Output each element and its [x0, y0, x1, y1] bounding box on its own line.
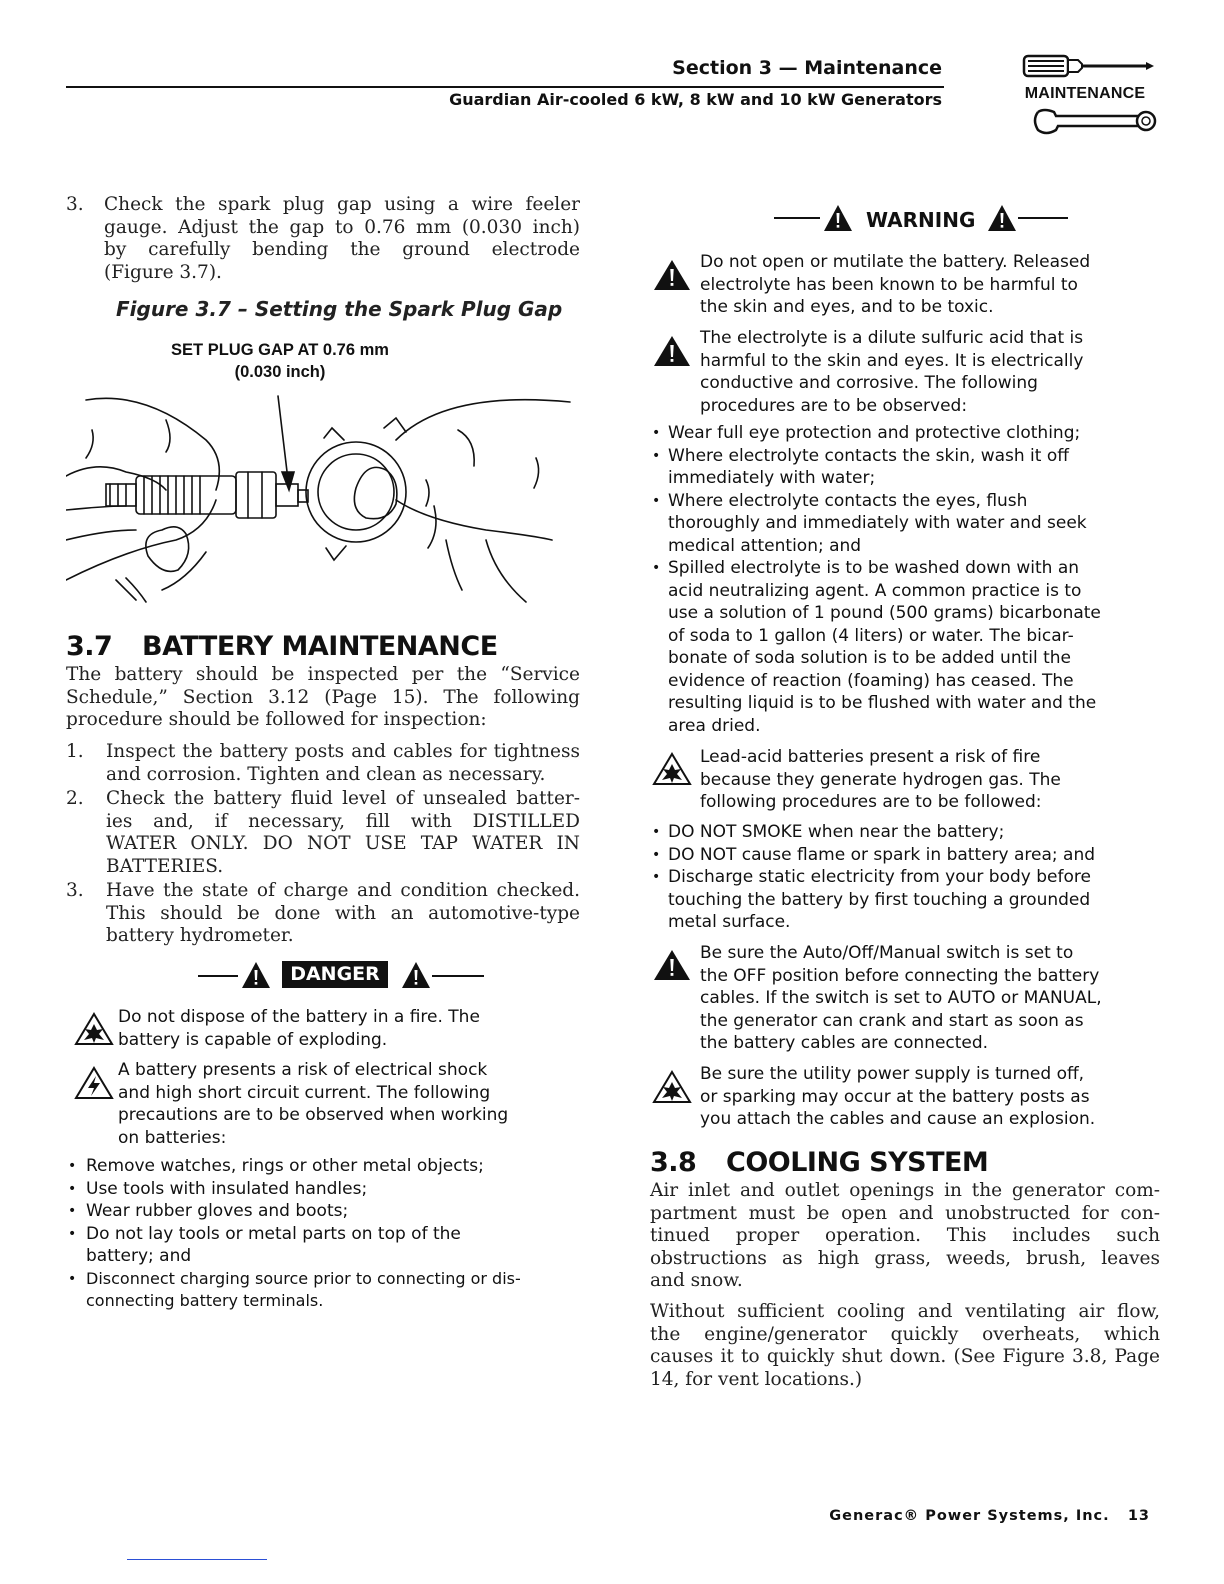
- text-line: A battery presents a risk of electrical shock: [118, 1060, 488, 1080]
- text-line: you attach the cables and cause an explosion.: [700, 1109, 1096, 1129]
- warning-label: WARNING: [866, 208, 976, 232]
- step-number: 1.: [66, 741, 84, 762]
- text-line: Discharge static electricity from your body before: [668, 867, 1091, 887]
- text-line: Use tools with insulated handles;: [86, 1178, 368, 1199]
- step-number: 3.: [66, 194, 84, 215]
- bullet-icon: •: [652, 846, 661, 863]
- text-line: Do not lay tools or metal parts on top of the: [86, 1223, 461, 1244]
- text-line: Where electrolyte contacts the eyes, flush: [668, 490, 1028, 511]
- text-line: Inspect the battery posts and cables for tightness: [106, 741, 580, 762]
- text-line: by carefully bending the ground electrode: [104, 239, 580, 260]
- explosion-hazard-icon: [74, 1012, 114, 1046]
- list-item: [650, 821, 1170, 844]
- list-item: [650, 866, 1170, 934]
- text-line: the battery cables are connected.: [700, 1033, 989, 1053]
- bullet-icon: •: [68, 1225, 77, 1242]
- text-line: connecting battery terminals.: [86, 1291, 324, 1310]
- text-line: ies and, if necessary, fill with DISTILLED: [106, 810, 580, 832]
- text-line: WATER ONLY. DO NOT USE TAP WATER IN: [106, 833, 580, 854]
- section-heading: Section 3 — Maintenance: [672, 57, 942, 79]
- bullet-icon: •: [652, 425, 661, 441]
- bullet-icon: •: [652, 560, 661, 576]
- text-line: or sparking may occur at the battery posts as: [700, 1086, 1090, 1107]
- list-item: [66, 1155, 584, 1178]
- text-line: battery is capable of exploding.: [118, 1029, 388, 1050]
- list-item: [650, 844, 1170, 867]
- text-line: touching the battery by first touching a grounded: [668, 889, 1091, 910]
- text-line: Disconnect charging source prior to connecting or dis-: [86, 1268, 521, 1288]
- text-line: Check the spark plug gap using a wire feeler: [104, 194, 580, 215]
- text-line: battery; and: [86, 1246, 192, 1266]
- step-number: 3.: [66, 880, 84, 901]
- text-line: BATTERIES.: [106, 855, 224, 877]
- section-title-cooling: [650, 1147, 988, 1178]
- text-line: Be sure the utility power supply is turned off,: [700, 1064, 1085, 1084]
- text-line: use a solution of 1 pound (500 grams) bicarbonate: [668, 603, 1101, 623]
- spark-plug-gap-illustration: [66, 380, 582, 610]
- danger-precautions-list: [66, 1155, 584, 1313]
- bullet-icon: •: [652, 869, 661, 885]
- text-line: immediately with water;: [668, 468, 876, 488]
- section-number: 3.7: [66, 631, 113, 662]
- text-line: Be sure the Auto/Off/Manual switch is set to: [700, 943, 1074, 963]
- text-line: Schedule,” Section 3.12 (Page 15). The following: [66, 686, 580, 708]
- text-line: and corrosion. Tighten and clean as necessary.: [106, 763, 546, 785]
- text-line: evidence of reaction (foaming) has ceased. The: [668, 670, 1074, 691]
- electric-shock-icon: [74, 1066, 114, 1100]
- warning-triangle-icon: [986, 203, 1018, 233]
- text-line: the engine/generator quickly overheats, which: [650, 1323, 1160, 1345]
- text-line: Have the state of charge and condition checked.: [106, 880, 580, 901]
- cooling-paragraph-1: [650, 1180, 1160, 1293]
- text-line: resulting liquid is to be flushed with water and the: [668, 693, 1097, 713]
- text-line: Remove watches, rings or other metal objects;: [86, 1156, 484, 1176]
- text-line: precautions are to be observed when working: [118, 1105, 509, 1125]
- text-line: Check the battery fluid level of unsealed batter-: [106, 788, 580, 809]
- text-line: of soda to 1 gallon (4 liters) or water. The bicar-: [668, 625, 1074, 646]
- text-line: DO NOT cause flame or spark in battery area; and: [668, 844, 1096, 865]
- section-number: 3.8: [650, 1147, 697, 1178]
- text-line: Without sufficient cooling and ventilating air flow,: [650, 1301, 1160, 1322]
- warning-triangle-icon: [400, 960, 432, 990]
- text-line: Do not open or mutilate the battery. Released: [700, 252, 1091, 272]
- document-subtitle: Guardian Air-cooled 6 kW, 8 kW and 10 kW Generators: [449, 90, 942, 109]
- text-line: Where electrolyte contacts the skin, wash it off: [668, 445, 1069, 466]
- text-line: Air inlet and outlet openings in the generator com-: [650, 1180, 1160, 1201]
- list-item: [650, 422, 1170, 445]
- bullet-icon: •: [652, 492, 661, 509]
- text-line: (Figure 3.7).: [104, 261, 222, 283]
- caution-triangle-icon: [652, 334, 692, 368]
- warning-note-electrolyte: [700, 327, 1170, 417]
- cooling-paragraph-2: [650, 1301, 1160, 1391]
- warning-banner-rule: [1018, 217, 1068, 219]
- text-line: metal surface.: [668, 912, 791, 932]
- warning-note-utility: [700, 1063, 1170, 1131]
- text-line: bonate of soda solution is to be added until the: [668, 648, 1072, 668]
- text-line: battery hydrometer.: [106, 925, 294, 946]
- text-line: and high short circuit current. The following: [118, 1082, 491, 1103]
- text-line: the skin and eyes, and to be toxic.: [700, 297, 994, 317]
- text-line: the OFF position before connecting the battery: [700, 965, 1100, 986]
- warning-note-switch: [700, 942, 1170, 1055]
- list-item: [66, 1200, 584, 1223]
- text-line: This should be done with an automotive-type: [106, 902, 580, 924]
- text-line: thoroughly and immediately with water and seek: [668, 513, 1087, 533]
- maintenance-badge-label: MAINTENANCE: [1024, 85, 1146, 102]
- text-line: tinued proper operation. This includes such: [650, 1225, 1160, 1246]
- warning-triangle-icon: [240, 960, 272, 990]
- figure-label-line: SET PLUG GAP AT 0.76 mm: [171, 341, 389, 359]
- text-line: gauge. Adjust the gap to 0.76 mm (0.030 inch): [104, 216, 580, 238]
- text-line: acid neutralizing agent. A common practice is to: [668, 580, 1082, 601]
- page-number: 13: [1127, 1508, 1150, 1524]
- text-line: DO NOT SMOKE when near the battery;: [668, 822, 1005, 842]
- footer-underline: [127, 1559, 267, 1560]
- text-line: procedures are to be observed:: [700, 395, 968, 416]
- warning-triangle-icon: [822, 203, 854, 233]
- bullet-icon: •: [68, 1203, 77, 1219]
- text-line: because they generate hydrogen gas. The: [700, 769, 1061, 790]
- text-line: The electrolyte is a dilute sulfuric acid that is: [700, 328, 1084, 348]
- text-line: the generator can crank and start as soon as: [700, 1010, 1084, 1031]
- list-item: [650, 557, 1170, 737]
- list-item: [66, 1268, 584, 1313]
- text-line: cables. If the switch is set to AUTO or MANUAL,: [700, 988, 1102, 1008]
- text-line: medical attention; and: [668, 535, 862, 556]
- text-line: The battery should be inspected per the “Service: [66, 664, 580, 685]
- text-line: Spilled electrolyte is to be washed down with an: [668, 558, 1080, 578]
- battery-intro: [66, 664, 580, 732]
- danger-note-fire: [118, 1006, 584, 1051]
- warning-banner-rule: [774, 217, 820, 219]
- section-title: COOLING SYSTEM: [726, 1147, 989, 1178]
- danger-note-shock: [118, 1059, 584, 1149]
- bullet-icon: •: [652, 447, 661, 464]
- text-line: conductive and corrosive. The following: [700, 373, 1038, 393]
- section-title-battery: [66, 631, 498, 662]
- section-title: BATTERY MAINTENANCE: [142, 631, 498, 662]
- header-rule: [66, 86, 944, 88]
- bullet-icon: •: [68, 1180, 77, 1197]
- text-line: and snow.: [650, 1270, 743, 1291]
- electrolyte-procedures-list: [650, 422, 1170, 737]
- explosion-hazard-icon: [652, 752, 692, 786]
- warning-note-hydrogen: [700, 746, 1170, 814]
- text-line: following procedures are to be followed:: [700, 792, 1042, 812]
- text-line: obstructions as high grass, weeds, brush, leaves: [650, 1247, 1160, 1269]
- hydrogen-procedures-list: [650, 821, 1170, 934]
- page-footer: [700, 1508, 1150, 1524]
- warning-note-mutilate: [700, 251, 1170, 319]
- company-name: Generac® Power Systems, Inc.: [829, 1508, 1110, 1524]
- list-item: [66, 1178, 584, 1201]
- text-line: partment must be open and unobstructed for con-: [650, 1202, 1160, 1224]
- text-line: procedure should be followed for inspection:: [66, 709, 487, 730]
- danger-banner-rule: [198, 975, 238, 977]
- figure-label-line: (0.030 inch): [234, 363, 326, 381]
- caution-triangle-icon: [652, 258, 692, 292]
- list-item: [66, 1223, 584, 1268]
- caution-triangle-icon: [652, 948, 692, 982]
- text-line: Do not dispose of the battery in a fire. The: [118, 1007, 480, 1027]
- text-line: harmful to the skin and eyes. It is electrically: [700, 350, 1084, 371]
- bullet-icon: •: [652, 824, 661, 840]
- text-line: electrolyte has been known to be harmful to: [700, 274, 1078, 295]
- figure-caption: Figure 3.7 – Setting the Spark Plug Gap: [116, 297, 563, 321]
- text-line: Wear rubber gloves and boots;: [86, 1201, 349, 1221]
- bullet-icon: •: [68, 1158, 77, 1174]
- list-item: [650, 490, 1170, 558]
- danger-label: DANGER: [282, 961, 388, 988]
- list-item: [650, 445, 1170, 490]
- step-number: 2.: [66, 788, 84, 809]
- text-line: Wear full eye protection and protective clothing;: [668, 423, 1081, 443]
- bullet-icon: •: [68, 1270, 77, 1287]
- text-line: Lead-acid batteries present a risk of fire: [700, 747, 1041, 767]
- text-line: area dried.: [668, 715, 761, 736]
- danger-banner-rule: [432, 975, 484, 977]
- text-line: 14, for vent locations.): [650, 1368, 863, 1390]
- text-line: causes it to quickly shut down. (See Figure 3.8, Page: [650, 1346, 1160, 1367]
- explosion-hazard-icon: [652, 1070, 692, 1104]
- text-line: on batteries:: [118, 1127, 227, 1148]
